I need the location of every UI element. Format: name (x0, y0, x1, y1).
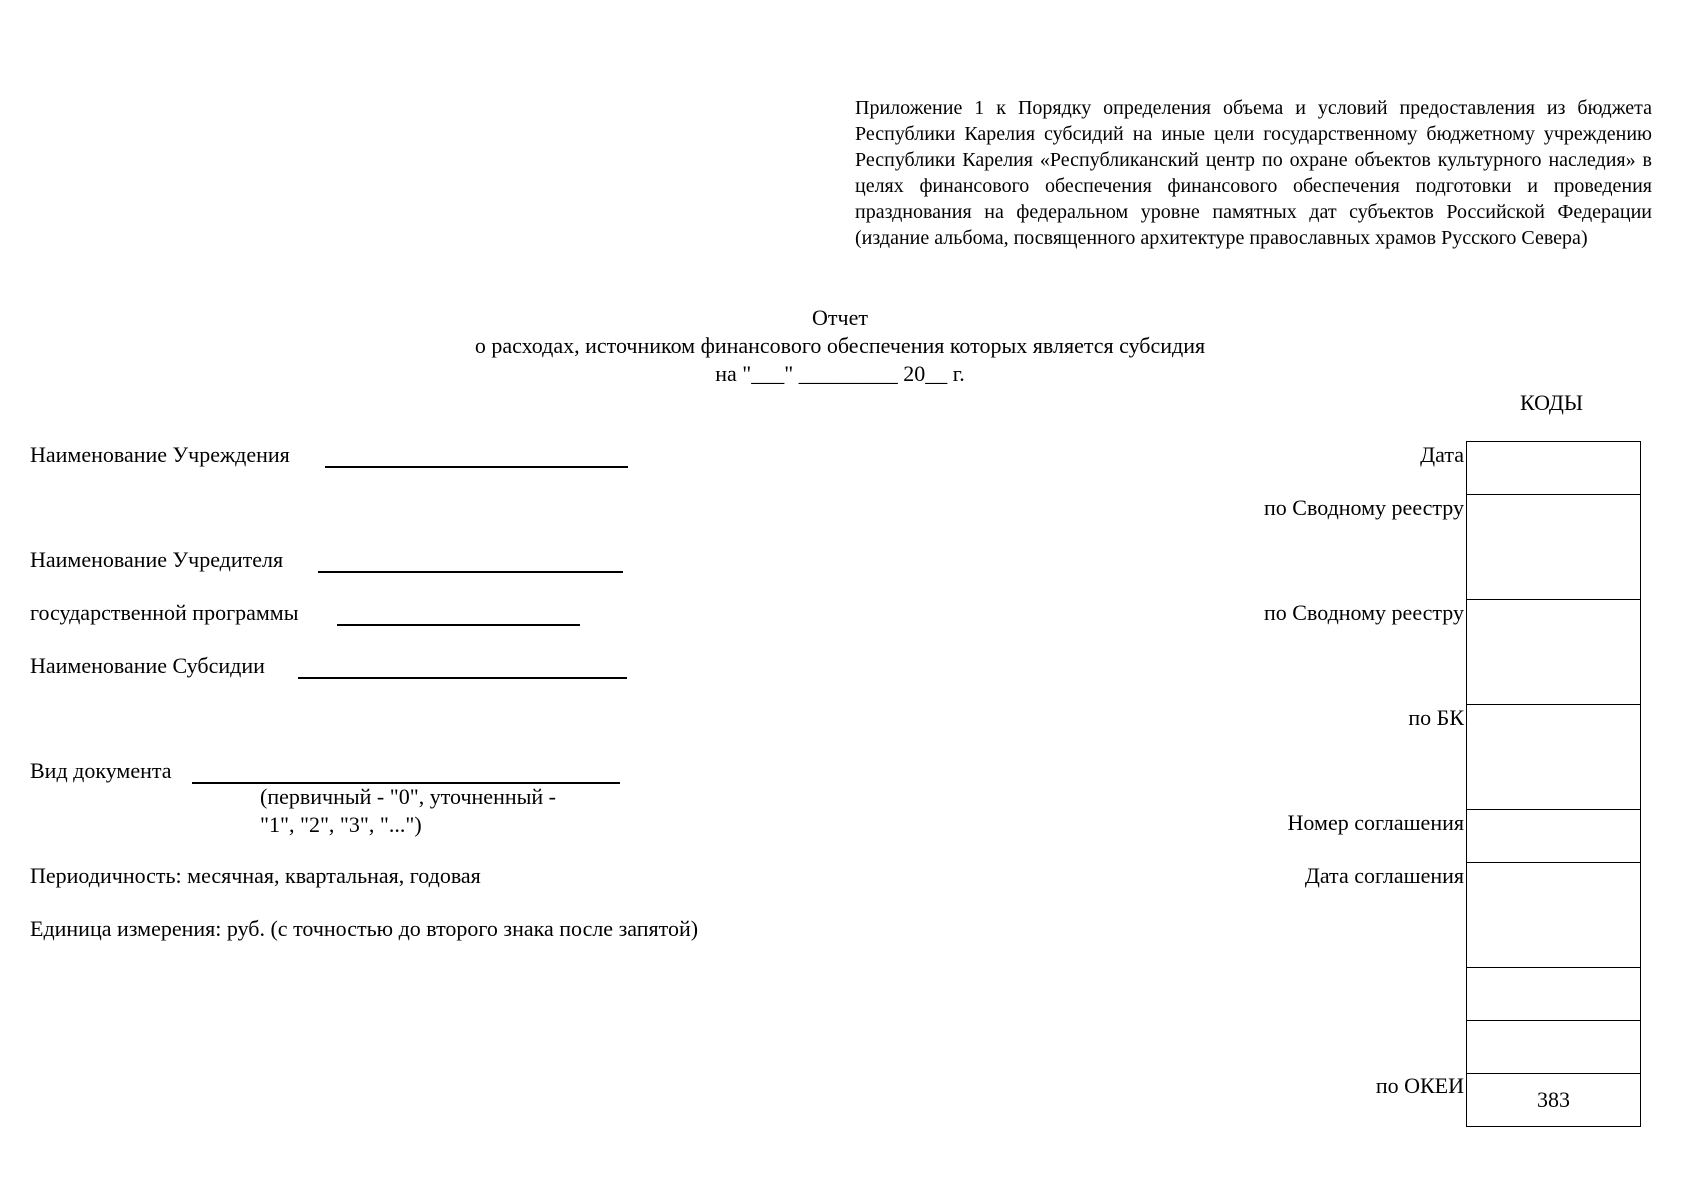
codes-table (1466, 441, 1641, 1127)
unit-text: Единица измерения: руб. (с точностью до второго знака после запятой) (30, 916, 699, 941)
agreement-date-label: Дата соглашения (1304, 863, 1464, 888)
registry-label-1: по Сводному реестру (1264, 495, 1464, 520)
doc-type-hint-2: "1", "2", "3", "...") (260, 812, 422, 837)
code-cell-empty-1[interactable] (1467, 968, 1641, 1021)
code-cell-date[interactable] (1467, 442, 1641, 495)
code-cell-agreement-number[interactable] (1467, 810, 1641, 863)
code-cell-registry-2[interactable] (1467, 600, 1641, 705)
subsidy-label: Наименование Субсидии (30, 653, 265, 678)
agreement-number-label: Номер соглашения (1287, 810, 1464, 835)
codes-header: КОДЫ (1520, 390, 1584, 415)
doc-type-label: Вид документа (30, 758, 172, 783)
periodicity-text: Периодичность: месячная, квартальная, годовая (30, 863, 481, 888)
subsidy-field[interactable] (298, 677, 627, 679)
institution-field[interactable] (325, 466, 628, 468)
code-cell-agreement-date[interactable] (1467, 863, 1641, 968)
report-title-line-2: о расходах, источником финансового обеспечения которых является субсидия (474, 333, 1206, 358)
registry-label-2: по Сводному реестру (1264, 600, 1464, 625)
code-cell-okei[interactable]: 383 (1467, 1074, 1641, 1127)
appendix-note: Приложение 1 к Порядку определения объема и условий предоставления из бюджета Республики Карелия субсидий на иные цели государственному бюджетному учреждению Республики Карелия «Республиканский центр по охране объектов культурного наследия» в целях финансового обеспечения финансового обеспечения подготовки и проведения празднования на федеральном уровне памятных дат субъектов Российской Федерации (издание альбома, посвященного архитектуре православных храмов Русского Севера) (855, 97, 1652, 249)
institution-label: Наименование Учреждения (30, 442, 290, 467)
date-label: Дата (1420, 442, 1464, 467)
bk-label: по БК (1408, 705, 1464, 730)
code-cell-empty-2[interactable] (1467, 1021, 1641, 1074)
founder-field[interactable] (318, 571, 623, 573)
report-title (0, 304, 1680, 388)
report-title-line-1: Отчет (812, 305, 868, 330)
program-label: государственной программы (30, 600, 299, 625)
program-field[interactable] (337, 624, 580, 626)
founder-label: Наименование Учредителя (30, 547, 284, 572)
report-title-line-3: на "___" _________ 20__ г. (715, 361, 965, 386)
code-cell-bk[interactable] (1467, 705, 1641, 810)
okei-label: по ОКЕИ (1375, 1073, 1464, 1098)
code-cell-registry-1[interactable] (1467, 495, 1641, 600)
doc-type-hint-1: (первичный - "0", уточненный - (260, 784, 556, 809)
